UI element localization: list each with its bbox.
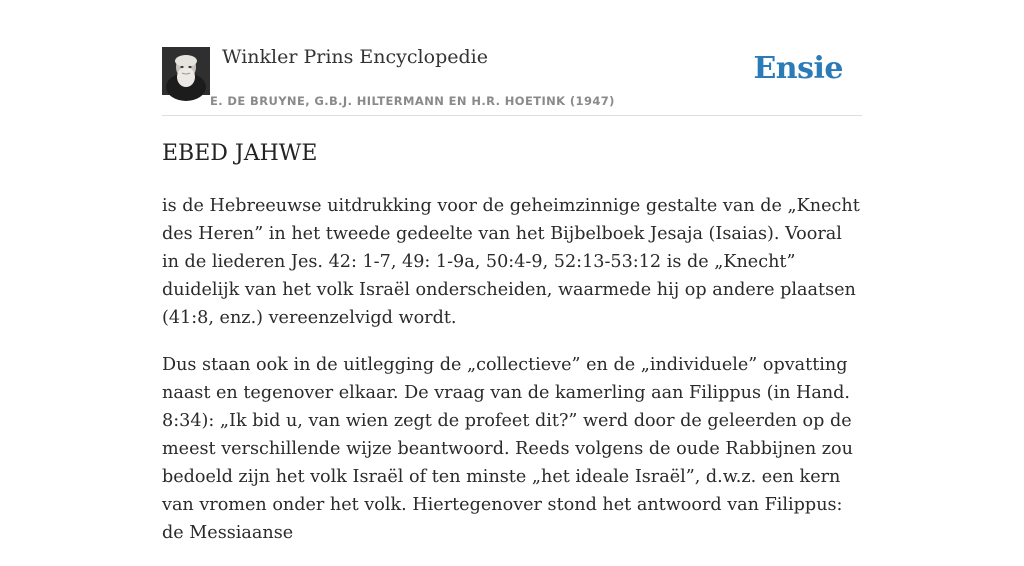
article-title: EBED JAHWE <box>162 141 318 166</box>
header <box>162 0 862 116</box>
source-title[interactable]: Winkler Prins Encyclopedie <box>222 46 488 68</box>
brand-logo[interactable]: Ensie <box>753 51 843 86</box>
article-body <box>162 192 864 566</box>
article-paragraph: Dus staan ook in de uitlegging de „collectieve” en de „individuele” opvatting naast en tegenover elkaar. De vraag van de kamerling aan Filippus (in Hand. 8:34): „Ik bid u, van wien zegt de profeet dit?” werd door de geleerden op de meest verschillende wijze beantwoord. Reeds volgens de oude Rabbijnen zou bedoeld zijn het volk Israël of ten minste „het ideale Israël”, d.w.z. een kern van vromen onder het volk. Hiertegenover stond het antwoord van Filippus: de Messiaanse <box>162 355 853 543</box>
portrait-icon <box>162 47 210 95</box>
source-authors: E. DE BRUYNE, G.B.J. HILTERMANN EN H.R. HOETINK (1947) <box>210 94 615 108</box>
article-page <box>162 0 862 543</box>
article-paragraph: is de Hebreeuwse uitdrukking voor de geheimzinnige gestalte van de „Knecht des Heren” in het tweede gedeelte van het Bijbelboek Jesaja (Isaias). Vooral in de liederen Jes. 42: 1-7, 49: 1-9a, 50:4-9, 52:13-53:12 is de „Knecht” duidelijk van het volk Israël onderscheiden, waarmede hij op andere plaatsen (41:8, enz.) vereenzelvigd wordt. <box>162 196 860 328</box>
author-avatar <box>162 47 210 95</box>
